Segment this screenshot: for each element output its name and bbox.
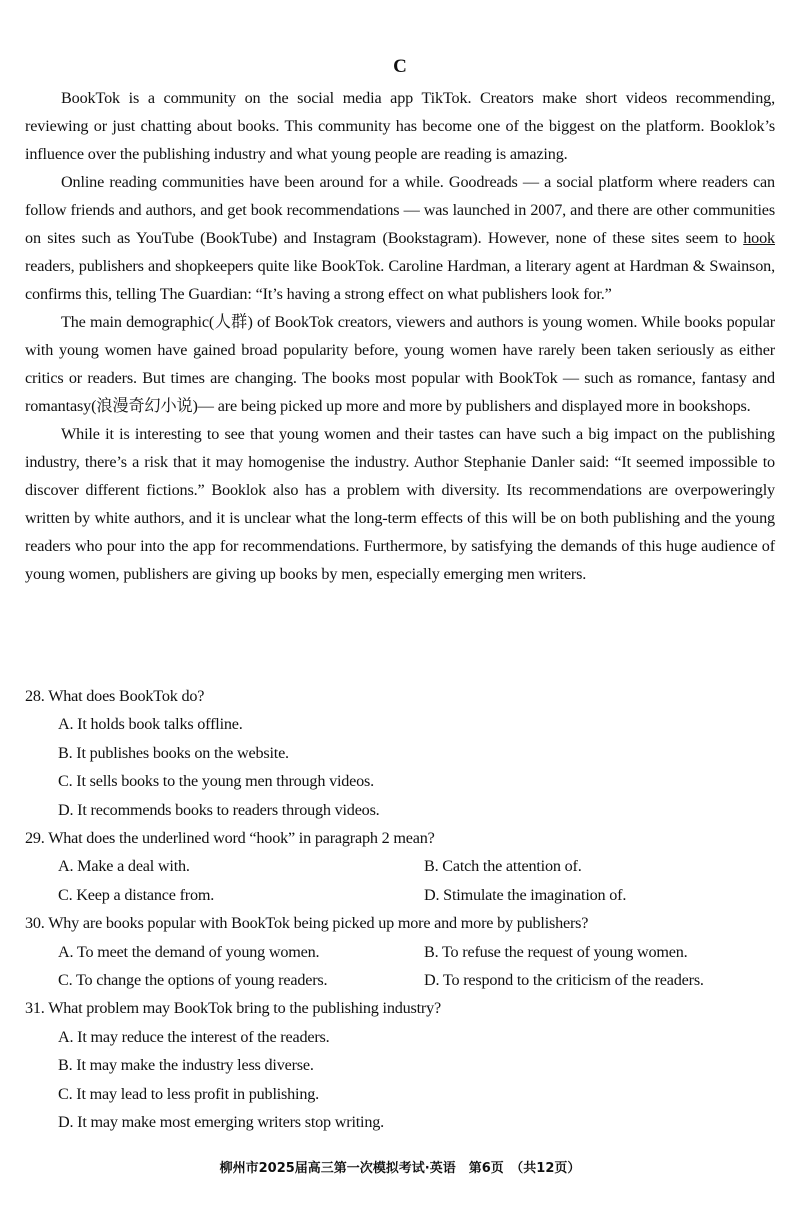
- paragraph-3: The main demographic(人群) of BookTok creators, viewers and authors is young women. While books popular with young women have gained broad popularity before, young women have rarely been taken seriously as either critics or readers. But times are changing. The books most popular with BookTok — such as romance, fantasy and romantasy(浪漫奇幻小说)— are being picked up more and more by publishers and displayed more in bookshops.: [25, 313, 775, 415]
- underlined-word-hook: hook: [743, 229, 775, 247]
- option-d: D. It recommends books to readers through videos.: [58, 800, 380, 819]
- question-30: [25, 909, 775, 994]
- paragraph-1: BookTok is a community on the social media app TikTok. Creators make short videos recommending, reviewing or just chatting about books. This community has become one of the biggest on the platform. Booklok’s influence over the publishing industry and what young people are reading is amazing.: [25, 89, 775, 163]
- option-c: C. Keep a distance from.: [58, 885, 215, 904]
- paragraph-2: [25, 168, 775, 308]
- option-b: B. To refuse the request of young women.: [424, 942, 688, 961]
- reading-passage: [25, 84, 775, 588]
- option-a: A. To meet the demand of young women.: [58, 942, 320, 961]
- option-c: C. It sells books to the young men through videos.: [58, 772, 374, 791]
- option-d: D. It may make most emerging writers stop writing.: [58, 1113, 384, 1132]
- question-stem: 30. Why are books popular with BookTok being picked up more and more by publishers?: [25, 914, 589, 933]
- option-a: A. It may reduce the interest of the readers.: [58, 1027, 330, 1046]
- paragraph-2-text-before: Online reading communities have been around for a while. Goodreads — a social platform where readers can follow friends and authors, and get book recommendations — was launched in 2007, and there are other communities on sites such as YouTube (BookTube) and Instagram (Bookstagram). However, none of these sites seem to: [25, 173, 775, 247]
- page-footer: 柳州市2025届高三第一次模拟考试·英语 第6页 （共12页）: [219, 1161, 581, 1176]
- question-29: [25, 824, 775, 909]
- paragraph-2-text-after: readers, publishers and shopkeepers quite like BookTok. Caroline Hardman, a literary agent at Hardman & Swainson, confirms this, telling The Guardian: “It’s having a strong effect on what publishers look for.”: [25, 257, 775, 303]
- option-c: C. It may lead to less profit in publishing.: [58, 1084, 319, 1103]
- paragraph-4: While it is interesting to see that young women and their tastes can have such a big impact on the publishing industry, there’s a risk that it may homogenise the industry. Author Stephanie Danler said: “It seemed impossible to discover different fictions.” Booklok also has a problem with diversity. Its recommendations are overpoweringly written by white authors, and it is unclear what the long-term effects of this will be on both publishing and the young readers who pour into the app for recommendations. Furthermore, by satisfying the demands of this huge audience of young women, publishers are giving up books by men, especially emerging men writers.: [25, 425, 775, 583]
- option-d: D. Stimulate the imagination of.: [424, 885, 627, 904]
- question-28: [25, 682, 775, 824]
- question-31: [25, 994, 775, 1136]
- option-a: A. Make a deal with.: [58, 857, 190, 876]
- option-d: D. To respond to the criticism of the readers.: [424, 971, 704, 990]
- option-b: B. Catch the attention of.: [424, 857, 582, 876]
- question-list: [25, 682, 775, 1137]
- option-a: A. It holds book talks offline.: [58, 715, 243, 734]
- question-stem: 29. What does the underlined word “hook” in paragraph 2 mean?: [25, 829, 435, 848]
- option-b: B. It may make the industry less diverse.: [58, 1056, 314, 1075]
- option-b: B. It publishes books on the website.: [58, 743, 289, 762]
- section-heading: C: [393, 56, 407, 77]
- question-stem: 31. What problem may BookTok bring to the publishing industry?: [25, 999, 441, 1018]
- question-stem: 28. What does BookTok do?: [25, 687, 205, 705]
- option-c: C. To change the options of young readers.: [58, 971, 328, 990]
